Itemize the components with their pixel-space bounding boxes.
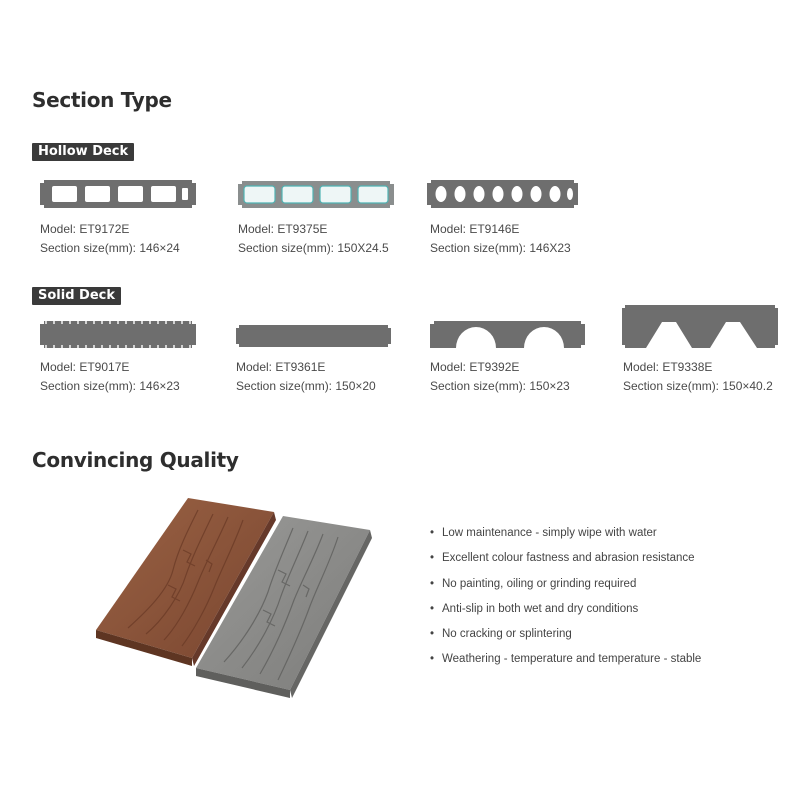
list-item: • Anti-slip in both wet and dry conditions xyxy=(430,600,701,625)
bullet-icon: • xyxy=(430,577,435,590)
bullet-icon: • xyxy=(430,527,435,539)
model-name: Model: ET9375E xyxy=(238,222,328,236)
convincing-quality-heading: Convincing Quality xyxy=(32,448,239,472)
list-item: • Low maintenance - simply wipe with water xyxy=(430,524,701,549)
list-item: • No cracking or splintering xyxy=(430,625,701,650)
profile-et9146e xyxy=(427,180,578,208)
quality-bullet-list xyxy=(430,524,701,676)
solid-model-3 xyxy=(430,358,570,396)
model-size: Section size(mm): 146X23 xyxy=(430,241,571,255)
solid-model-1 xyxy=(40,358,180,396)
model-size: Section size(mm): 150×40.2 xyxy=(623,379,773,393)
list-item: • Weathering - temperature and temperature - stable xyxy=(430,650,701,675)
model-name: Model: ET9361E xyxy=(236,360,326,374)
hollow-model-1 xyxy=(40,220,180,258)
model-name: Model: ET9172E xyxy=(40,222,130,236)
list-item: • Excellent colour fastness and abrasion resistance xyxy=(430,549,701,574)
profile-et9172e xyxy=(40,180,196,208)
model-size: Section size(mm): 150×20 xyxy=(236,379,376,393)
profile-et9392e xyxy=(430,321,585,348)
bullet-icon: • xyxy=(430,552,435,565)
model-size: Section size(mm): 146×23 xyxy=(40,379,180,393)
bullet-icon: • xyxy=(430,653,435,666)
profile-et9338e xyxy=(622,305,778,348)
model-name: Model: ET9146E xyxy=(430,222,520,236)
model-name: Model: ET9338E xyxy=(623,360,713,374)
bullet-icon: • xyxy=(430,602,435,615)
model-size: Section size(mm): 150×23 xyxy=(430,379,570,393)
profile-et9017e xyxy=(40,321,196,348)
solid-model-4 xyxy=(623,358,773,396)
decking-boards-photo xyxy=(88,490,378,715)
model-name: Model: ET9392E xyxy=(430,360,520,374)
model-name: Model: ET9017E xyxy=(40,360,130,374)
profile-et9361e xyxy=(236,325,391,347)
model-size: Section size(mm): 146×24 xyxy=(40,241,180,255)
list-item: • No painting, oiling or grinding required xyxy=(430,575,701,600)
bullet-icon: • xyxy=(430,628,435,641)
solid-model-2 xyxy=(236,358,376,396)
hollow-deck-label: Hollow Deck xyxy=(32,143,134,161)
section-type-heading: Section Type xyxy=(32,88,172,112)
hollow-model-3 xyxy=(430,220,571,258)
hollow-model-2 xyxy=(238,220,389,258)
solid-deck-label: Solid Deck xyxy=(32,287,121,305)
profile-et9375e xyxy=(238,181,394,208)
model-size: Section size(mm): 150X24.5 xyxy=(238,241,389,255)
